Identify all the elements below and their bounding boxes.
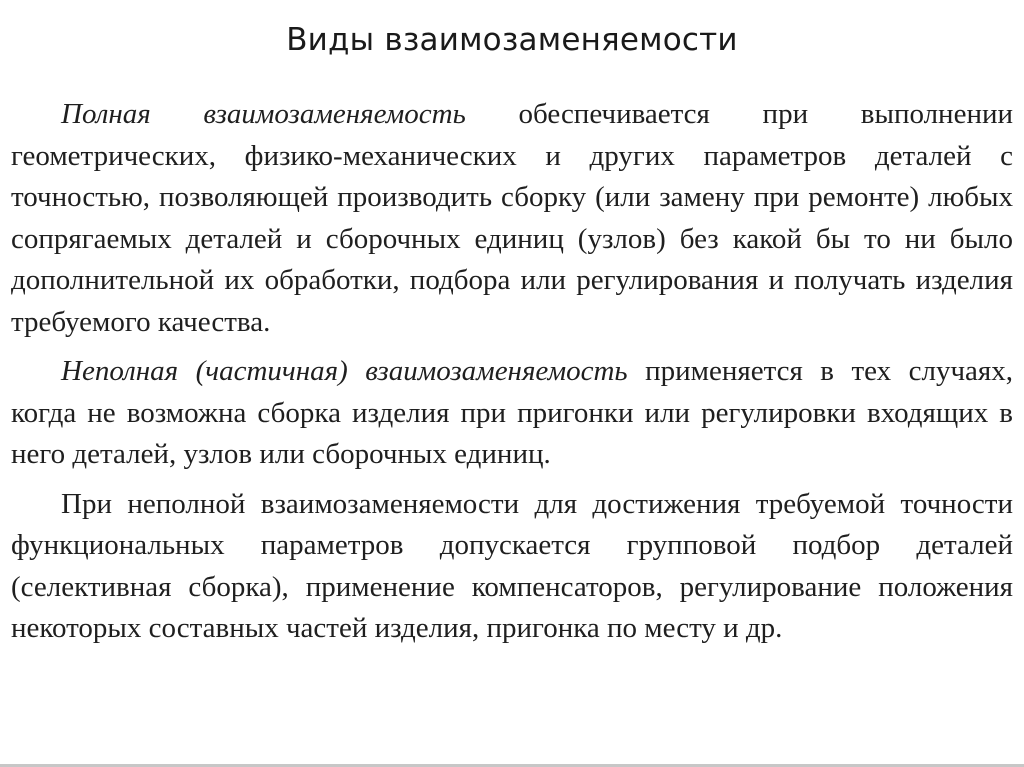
- slide-title: Виды взаимозаменяемости: [286, 22, 738, 58]
- term-full-interchangeability: Полная взаимозаменяемость: [61, 98, 466, 130]
- paragraph-partial-interchangeability: [11, 351, 1013, 476]
- paragraph-text: применяется в тех случаях, когда не возможна сборка изделия при пригонки или регулировки входящих в него деталей, узлов или сборочных единиц.: [11, 355, 1013, 470]
- slide-body: [11, 94, 1013, 650]
- paragraph-text: При неполной взаимозаменяемости для достижения требуемой точности функциональных параметров допускается групповой подбор деталей (селективная сборка), применение компенсаторов, регулирование положения некоторых составных частей изделия, пригонка по месту и др.: [11, 487, 1013, 644]
- paragraph-full-interchangeability: [11, 94, 1013, 343]
- paragraph-text: обеспечивается при выполнении геометрических, физико-механических и других параметров деталей с точностью, позволяющей производить сборку (или замену при ремонте) любых сопрягаемых деталей и сборочных единиц (узлов) без какой бы то ни было дополнительной их обработки, подбора или регулирования и получать изделия требуемого качества.: [11, 98, 1014, 338]
- paragraph-incomplete-interchangeability-methods: [11, 484, 1013, 650]
- term-partial-interchangeability: Неполная (частичная) взаимозаменяемость: [61, 355, 628, 387]
